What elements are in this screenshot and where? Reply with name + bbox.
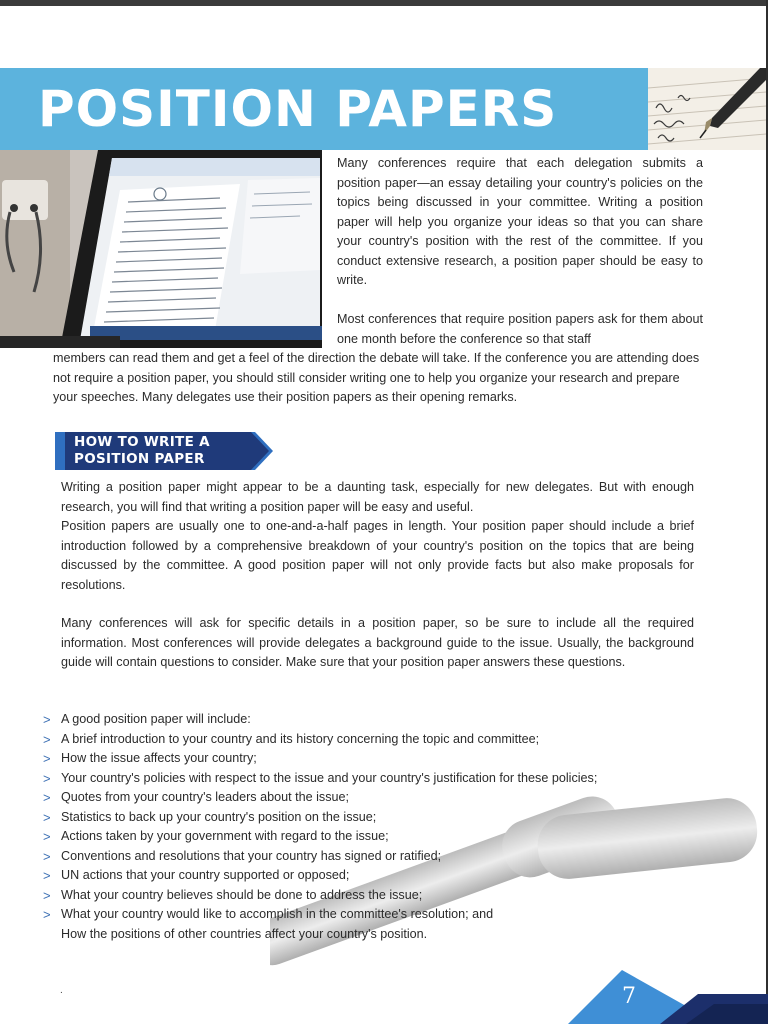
list-item [43, 788, 703, 808]
pen-writing-photo [648, 68, 766, 150]
chevron-right-icon: > [43, 751, 51, 766]
list-item [43, 886, 703, 906]
list-item-text: A brief introduction to your country and its history concerning the topic and committee; [61, 731, 540, 746]
intro-continued-column: Most conferences that require position papers ask for them about one month before the conference so that staff [337, 312, 703, 346]
list-item [43, 749, 703, 769]
intro-continued-wide: members can read them and get a feel of the direction the debate will take. If the conference you are attending does not require a position paper, you should still consider writing one to help you organize your research and prepare your speeches. Many delegates use their position papers as their opening remarks. [53, 351, 700, 404]
laptop-document-photo [0, 150, 322, 348]
chevron-right-icon: > [43, 731, 51, 747]
section-paragraph-1a: Writing a position paper might appear to be a daunting task, especially for new delegates. But with enough research, you will find that writing a position paper will be easy and useful. [61, 480, 694, 514]
chevron-right-icon: > [43, 770, 51, 786]
section-paragraph-2: Many conferences will ask for specific details in a position paper, so be sure to include all the required information. Most conferences will provide delegates a background guide to the issue. Usually, the background guide will contain questions to consider. Make sure that your position paper answers these questions. [61, 616, 694, 669]
list-item [43, 847, 703, 867]
list-item-text: What your country believes should be done to address the issue; [61, 887, 423, 902]
list-item-text: UN actions that your country supported or opposed; [61, 868, 350, 882]
list-item [43, 730, 703, 750]
chevron-right-icon: > [43, 887, 51, 903]
list-item-text: Conventions and resolutions that your country has signed or ratified; [61, 848, 442, 863]
list-item [43, 710, 703, 730]
page-number: 7 [622, 984, 636, 1009]
list-item-text: Your country's policies with respect to the issue and your country's justification for these policies; [61, 770, 598, 785]
top-rule [0, 0, 768, 6]
section-heading [55, 432, 273, 470]
footer-dot: . [60, 985, 63, 996]
section-heading-line2: POSITION PAPER [74, 451, 205, 467]
page-number-corner [568, 970, 768, 1024]
bullet-list [43, 710, 703, 925]
list-item [43, 905, 703, 925]
list-item-text: Actions taken by your government with regard to the issue; [61, 829, 389, 843]
list-item-text: Statistics to back up your country's position on the issue; [61, 809, 377, 824]
section-heading-line1: HOW TO WRITE A [74, 434, 210, 450]
list-final-line: How the positions of other countries affect your country's position. [61, 927, 428, 941]
section-paragraph-1 [61, 478, 694, 595]
list-item [43, 769, 703, 789]
list-item-text: What your country would like to accomplish in the committee's resolution; and [61, 907, 494, 921]
list-item [43, 808, 703, 828]
section-heading-text [74, 434, 210, 468]
list-item [43, 827, 703, 847]
list-item [43, 866, 703, 886]
chevron-right-icon: > [43, 868, 51, 883]
list-item-text: How the issue affects your country; [61, 751, 257, 765]
page-title: POSITION PAPERS [38, 80, 558, 138]
chevron-right-icon: > [43, 829, 51, 844]
section-paragraph-1b: Position papers are usually one to one-and-a-half pages in length. Your position paper should include a brief introduction followed by a comprehensive breakdown of your country's position on the topics that are being discussed by the committee. A good position paper will not only provide facts but also make proposals for resolutions. [61, 519, 694, 592]
chevron-right-icon: > [43, 907, 51, 922]
chevron-right-icon: > [43, 790, 51, 805]
chevron-right-icon: > [43, 809, 51, 825]
chevron-right-icon: > [43, 712, 51, 727]
list-item-text: A good position paper will include: [61, 712, 251, 726]
chevron-right-icon: > [43, 848, 51, 864]
list-item-text: Quotes from your country's leaders about the issue; [61, 790, 350, 804]
intro-paragraph: Many conferences require that each delegation submits a position paper—an essay detailing your country's policies on the topics being discussed in your committee. Writing a position paper will help you organize your ideas so that you can share your country's position with the rest of the committee. If you conduct extensive research, a position paper should be easy to write. [337, 156, 703, 287]
